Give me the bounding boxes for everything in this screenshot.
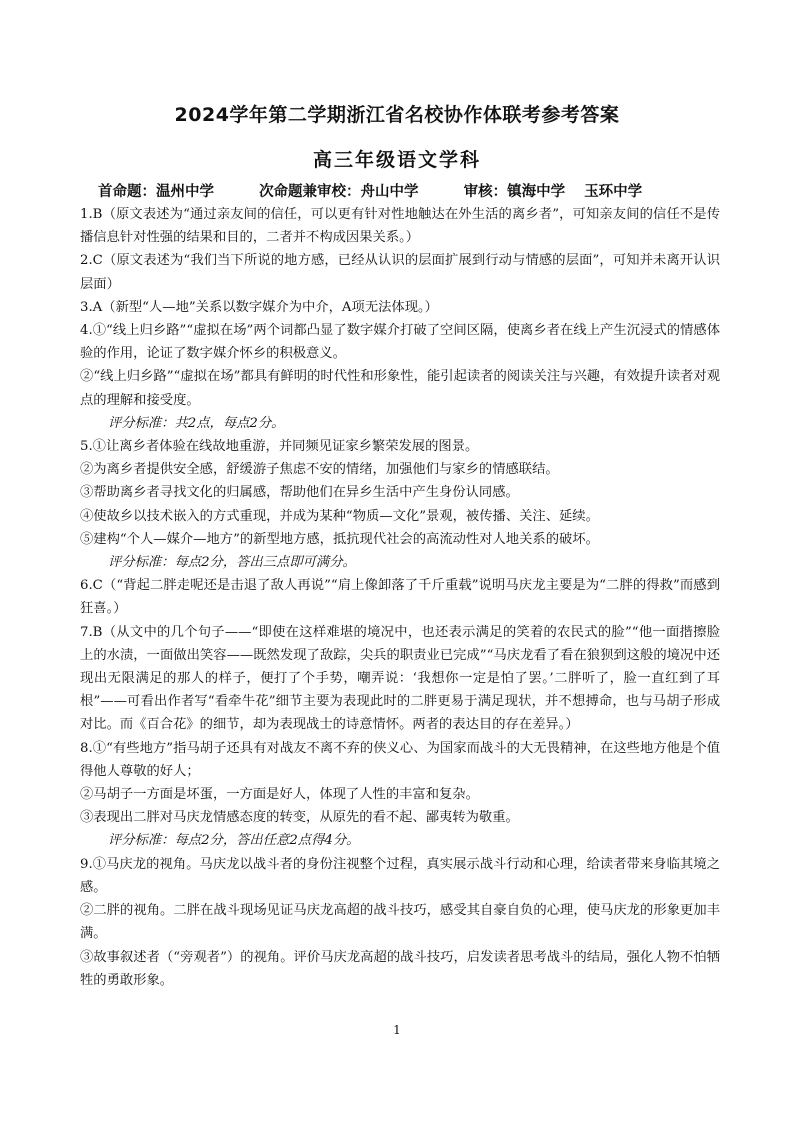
scoring-criteria: 评分标准：每点2分，答出三点即可满分。 — [108, 555, 356, 571]
answer-paragraph: 8.①“有些地方”指马胡子还具有对战友不离不弃的侠义心、为国家而战斗的大无畏精神，在这些地方他是个值得他人尊敬的好人； — [80, 740, 720, 779]
document-title: 2024学年第二学期浙江省名校协作体联考参考答案 — [174, 104, 620, 126]
primary-setter: 首命题：温州中学 — [98, 184, 214, 200]
reviewer: 审核：镇海中学 — [463, 184, 566, 200]
committee-line — [98, 180, 734, 202]
answer-paragraph: 9.①马庆龙的视角。马庆龙以战斗者的身份注视整个过程，真实展示战斗行动和心理，给读者带来身临其境之感。 — [80, 856, 720, 895]
answer-paragraph: 5.①让离乡者体验在线故地重游，并同频见证家乡繁荣发展的图景。 — [80, 439, 479, 455]
answer-paragraph: 3.A（新型“人—地”关系以数字媒介为中介，A项无法体现。） — [80, 299, 438, 315]
secondary-setter: 次命题兼审校：舟山中学 — [259, 184, 419, 200]
reviewer-2: 玉环中学 — [584, 184, 643, 200]
answer-body — [80, 203, 720, 992]
document-subtitle: 高三年级语文学科 — [312, 149, 481, 171]
answer-paragraph: 2.C（原文表述为“我们当下所说的地方感，已经从认识的层面扩展到行动与情感的层面”，可知并未离开认识层面） — [80, 253, 720, 292]
answer-paragraph: ③故事叙述者（“旁观者”）的视角。评价马庆龙高超的战斗技巧，启发读者思考战斗的结局，强化人物不怕牺牲的勇敢形象。 — [80, 949, 720, 988]
scoring-criteria: 评分标准：共2点，每点2分。 — [108, 415, 285, 431]
answer-paragraph: ②二胖的视角。二胖在战斗现场见证马庆龙高超的战斗技巧，感受其自豪自负的心理，使马庆龙的形象更加丰满。 — [80, 903, 720, 942]
answer-paragraph: ③表现出二胖对马庆龙情感态度的转变，从原先的看不起、鄙夷转为敬重。 — [80, 810, 519, 826]
answer-paragraph: ③帮助离乡者寻找文化的归属感，帮助他们在异乡生活中产生身份认同感。 — [80, 485, 519, 501]
answer-paragraph: ②“线上归乡路”“虚拟在场”都具有鲜明的时代性和形象性，能引起读者的阅读关注与兴趣，有效提升读者对观点的理解和接受度。 — [80, 369, 720, 408]
answer-paragraph: 1.B（原文表述为“通过亲友间的信任，可以更有针对性地触达在外生活的离乡者”，可知亲友间的信任不是传播信息针对性强的结果和目的，二者并不构成因果关系。） — [80, 207, 720, 246]
answer-paragraph: ②马胡子一方面是坏蛋，一方面是好人，体现了人性的丰富和复杂。 — [80, 787, 479, 803]
answer-paragraph: ④使故乡以技术嵌入的方式重现，并成为某种“物质—文化”景观，被传播、关注、延续。 — [80, 508, 599, 524]
answer-paragraph: 4.①“线上归乡路”“虚拟在场”两个词都凸显了数字媒介打破了空间区隔，使离乡者在线上产生沉浸式的情感体验的作用，论证了数字媒介怀乡的积极意义。 — [80, 323, 720, 362]
answer-paragraph: 6.C（“背起二胖走呢还是击退了敌人再说”“肩上像卸落了千斤重载”说明马庆龙主要是为“二胖的得救”而感到狂喜。） — [80, 578, 720, 617]
scoring-criteria: 评分标准：每点2分，答出任意2点得4分。 — [108, 833, 360, 849]
answer-paragraph: ②为离乡者提供安全感，舒缓游子焦虑不安的情绪，加强他们与家乡的情感联结。 — [80, 462, 559, 478]
answer-paragraph: 7.B（从文中的几个句子——“即使在这样难堪的境况中，也还表示满足的笑着的农民式的脸”“他一面揩擦脸上的水渍，一面做出笑容——既然发现了敌踪，尖兵的职责业已完成”“马庆龙看了看在狼狈到这般的境况中还现出无限满足的那人的样子，便打了个手势，嘲弄说：‘我想你一定是怕了罢。’二胖听了，脸一直红到了耳根”——可看出作者写“看牵牛花”细节主要为表现此时的二胖更易于满足现状，并不想搏命，也与马胡子形成对比。而《百合花》的细节，却为表现战士的诗意情怀。两者的表达目的存在差异。） — [80, 624, 720, 733]
page-number: 1 — [393, 1023, 401, 1037]
answer-paragraph: ⑤建构“个人—媒介—地方”的新型地方感，抵抗现代社会的高流动性对人地关系的破坏。 — [80, 531, 599, 547]
